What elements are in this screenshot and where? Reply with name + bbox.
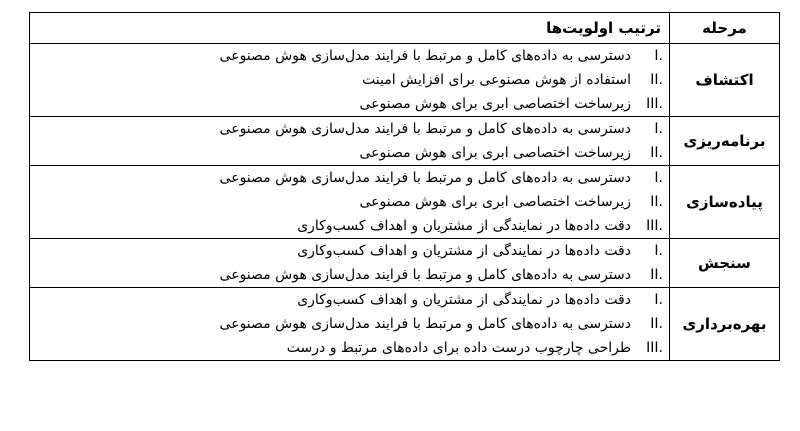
item-text: دسترسی به داده‌های کامل و مرتبط با فرایند مدل‌سازی هوش مصنوعی [219,121,631,137]
list-item [30,166,669,190]
item-text: دقت داده‌ها در نمایندگی از مشتریان و اهداف کسب‌وکاری [297,292,631,308]
item-number: I. [654,243,663,259]
list-item [30,141,669,165]
priority-list [30,166,669,238]
priorities-cell [30,117,670,166]
item-text: زیرساخت اختصاصی ابری برای هوش مصنوعی [359,96,631,112]
stage-cell: اکتشاف [670,44,780,117]
list-item [30,44,669,68]
list-item [30,190,669,214]
item-number: III. [646,218,663,234]
priority-list [30,117,669,165]
priority-list [30,288,669,360]
list-item [30,312,669,336]
item-number: III. [646,96,663,112]
item-text: دقت داده‌ها در نمایندگی از مشتریان و اهداف کسب‌وکاری [297,218,631,234]
item-text: دسترسی به داده‌های کامل و مرتبط با فرایند مدل‌سازی هوش مصنوعی [219,48,631,64]
priorities-cell [30,288,670,361]
header-row [30,13,780,44]
item-number: I. [654,292,663,308]
priority-list [30,239,669,287]
list-item [30,336,669,360]
priorities-cell [30,166,670,239]
list-item [30,263,669,287]
item-number: II. [650,194,663,210]
list-item [30,92,669,116]
table-row [30,239,780,288]
item-text: استفاده از هوش مصنوعی برای افزایش امینت [362,72,631,88]
item-text: زیرساخت اختصاصی ابری برای هوش مصنوعی [359,145,631,161]
stage-cell: سنجش [670,239,780,288]
item-text: دسترسی به داده‌های کامل و مرتبط با فرایند مدل‌سازی هوش مصنوعی [219,316,631,332]
stage-cell: پیاده‌سازی [670,166,780,239]
priorities-cell [30,44,670,117]
item-text: طراحی چارچوب درست داده برای داده‌های مرتبط و درست [286,340,631,356]
item-number: II. [650,72,663,88]
priorities-cell [30,239,670,288]
item-number: II. [650,316,663,332]
stage-cell: بهره‌برداری [670,288,780,361]
list-item [30,288,669,312]
table-row [30,166,780,239]
item-number: II. [650,267,663,283]
item-number: I. [654,170,663,186]
header-stage: مرحله [670,13,780,44]
item-number: I. [654,121,663,137]
item-number: III. [646,340,663,356]
item-text: دسترسی به داده‌های کامل و مرتبط با فرایند مدل‌سازی هوش مصنوعی [219,170,631,186]
table-row [30,117,780,166]
item-number: I. [654,48,663,64]
table-row [30,44,780,117]
item-text: زیرساخت اختصاصی ابری برای هوش مصنوعی [359,194,631,210]
priority-table [29,12,780,361]
list-item [30,68,669,92]
table-row [30,288,780,361]
list-item [30,117,669,141]
header-priorities: ترتیب اولویت‌ها [30,13,670,44]
list-item [30,214,669,238]
item-number: II. [650,145,663,161]
priority-list [30,44,669,116]
list-item [30,239,669,263]
item-text: دقت داده‌ها در نمایندگی از مشتریان و اهداف کسب‌وکاری [297,243,631,259]
item-text: دسترسی به داده‌های کامل و مرتبط با فرایند مدل‌سازی هوش مصنوعی [219,267,631,283]
stage-cell: برنامه‌ریزی [670,117,780,166]
